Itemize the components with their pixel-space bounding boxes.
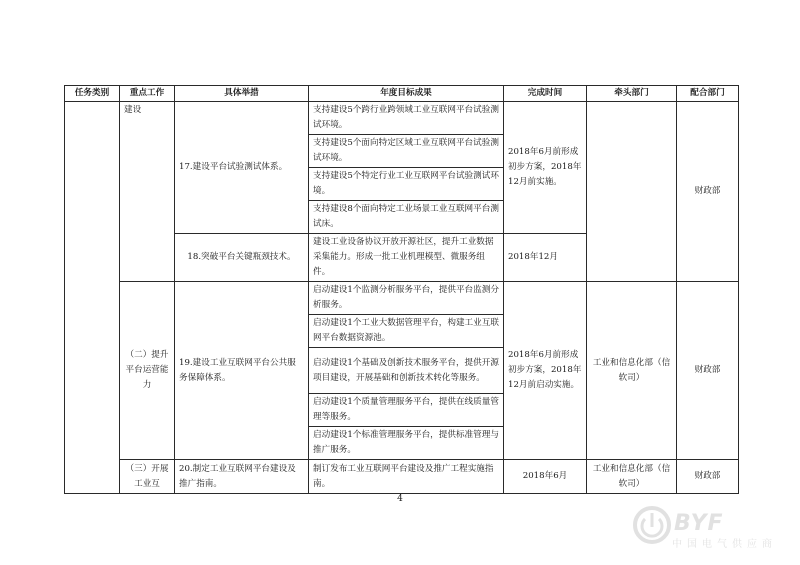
cell-measure: 18.突破平台关键瓶颈技术。 <box>175 234 309 282</box>
cell-key-work: （三）开展工业互 <box>120 460 175 494</box>
page-number: 4 <box>397 494 403 504</box>
cell-time: 2018年6月前形成初步方案，2018年12月前启动实施。 <box>504 282 587 460</box>
cell-key-work: 建设 <box>120 102 175 282</box>
byf-logo-icon <box>632 505 672 545</box>
header-task-category: 任务类别 <box>65 86 120 102</box>
table-row <box>65 102 739 135</box>
cell-goal: 启动建设1个标准管理服务平台，提供标准管理与推广服务。 <box>309 427 504 460</box>
cell-goal: 支持建设8个面向特定工业场景工业互联网平台测试床。 <box>309 201 504 234</box>
header-key-work: 重点工作 <box>120 86 175 102</box>
cell-time: 2018年6月 <box>504 460 587 494</box>
watermark-subtitle: 中国电气供应商 <box>672 539 777 550</box>
watermark-brand: BYF <box>674 511 724 536</box>
cell-support-dept: 财政部 <box>677 102 739 282</box>
cell-time: 2018年6月前形成初步方案，2018年12月前实施。 <box>504 102 587 234</box>
cell-lead-dept: 工业和信息化部（信软司） <box>587 460 677 494</box>
cell-measure: 20.制定工业互联网平台建设及推广指南。 <box>175 460 309 494</box>
cell-goal: 启动建设1个工业大数据管理平台，构建工业互联网平台数据资源池。 <box>309 315 504 348</box>
cell-goal: 支持建设5个面向特定区域工业互联网平台试验测试环境。 <box>309 135 504 168</box>
cell-goal: 建设工业设备协议开放开源社区，提升工业数据采集能力。形成一批工业机理模型、微服务组件。 <box>309 234 504 282</box>
header-measures: 具体举措 <box>175 86 309 102</box>
cell-goal: 制订发布工业互联网平台建设及推广工程实施指南。 <box>309 460 504 494</box>
header-support-dept: 配合部门 <box>677 86 739 102</box>
cell-measure: 17.建设平台试验测试体系。 <box>175 102 309 234</box>
cell-goal: 支持建设5个跨行业跨领域工业互联网平台试验测试环境。 <box>309 102 504 135</box>
header-completion-time: 完成时间 <box>504 86 587 102</box>
cell-goal: 启动建设1个质量管理服务平台，提供在线质量管理等服务。 <box>309 394 504 427</box>
header-annual-goal: 年度目标成果 <box>309 86 504 102</box>
watermark <box>632 505 782 555</box>
table-row <box>65 460 739 494</box>
table-header-row <box>65 86 739 102</box>
task-table <box>64 85 739 494</box>
cell-goal: 支持建设5个特定行业工业互联网平台试验测试环境。 <box>309 168 504 201</box>
cell-support-dept: 财政部 <box>677 282 739 460</box>
header-lead-dept: 牵头部门 <box>587 86 677 102</box>
cell-lead-dept: 工业和信息化部（信软司） <box>587 282 677 460</box>
cell-measure: 19.建设工业互联网平台公共服务保障体系。 <box>175 282 309 460</box>
cell-goal: 启动建设1个监测分析服务平台，提供平台监测分析服务。 <box>309 282 504 315</box>
cell-task-category <box>65 102 120 494</box>
cell-lead-dept <box>587 102 677 282</box>
table-row <box>65 282 739 315</box>
cell-goal: 启动建设1个基础及创新技术服务平台，提供开源项目建设，开展基础和创新技术转化等服务。 <box>309 348 504 394</box>
cell-key-work: （二）提升平台运营能力 <box>120 282 175 460</box>
cell-support-dept: 财政部 <box>677 460 739 494</box>
cell-time: 2018年12月 <box>504 234 587 282</box>
